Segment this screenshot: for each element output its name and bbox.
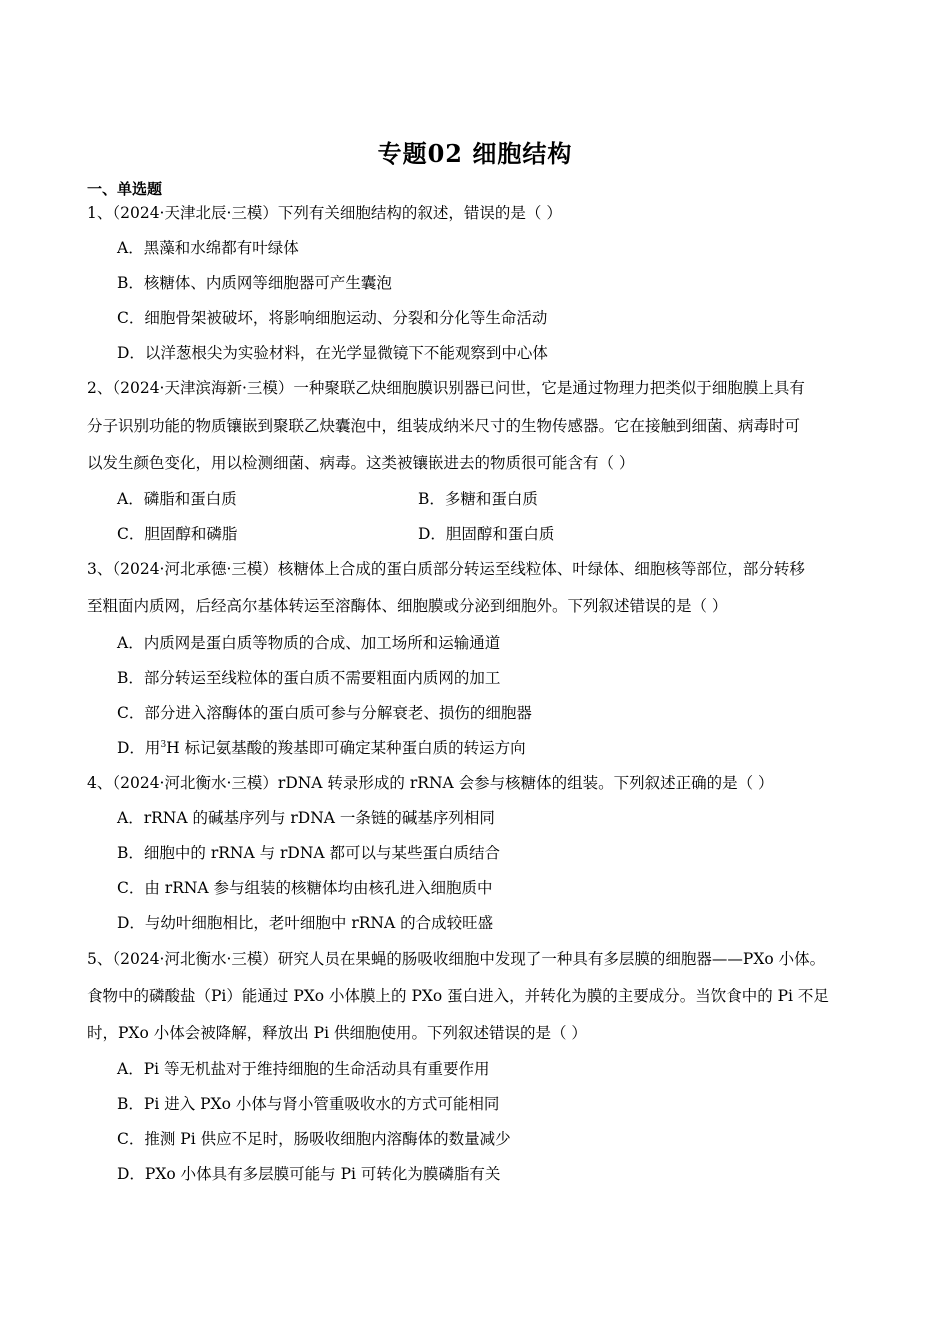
question-3-option-d [117,738,526,758]
question-1-stem: 1、（2024·天津北辰·三模）下列有关细胞结构的叙述，错误的是（ ） [87,204,562,222]
page-title: 专题02 细胞结构 [377,139,573,168]
question-2-option-d: D．胆固醇和蛋白质 [418,525,555,543]
question-4-stem: 4、（2024·河北衡水·三模）rDNA 转录形成的 rRNA 会参与核糖体的组装。下列叙述正确的是（ ） [87,774,774,792]
question-2-stem-line-2: 分子识别功能的物质镶嵌到聚联乙炔囊泡中，组装成纳米尺寸的生物传感器。它在接触到细菌、病毒时可 [87,417,801,435]
question-2-option-b: B．多糖和蛋白质 [418,490,538,508]
question-2-option-a: A．磷脂和蛋白质 [117,490,237,508]
question-1-option-c: C．细胞骨架被破坏，将影响细胞运动、分裂和分化等生命活动 [117,309,548,327]
isotope-superscript: 3 [160,739,167,750]
option-d-text: H 标记氨基酸的羧基即可确定某种蛋白质的转运方向 [166,739,526,757]
question-5-stem-line-1: 5、（2024·河北衡水·三模）研究人员在果蝇的肠吸收细胞中发现了一种具有多层膜的细胞器——PXo 小体。 [87,950,826,968]
question-5-option-c: C．推测 Pi 供应不足时，肠吸收细胞内溶酶体的数量减少 [117,1130,511,1148]
question-5-stem-line-2: 食物中的磷酸盐（Pi）能通过 PXo 小体膜上的 PXo 蛋白进入，并转化为膜的主要成分。当饮食中的 Pi 不足 [87,987,829,1005]
question-3-option-a: A．内质网是蛋白质等物质的合成、加工场所和运输通道 [117,634,501,652]
question-3-stem-line-2: 至粗面内质网，后经高尔基体转运至溶酶体、细胞膜或分泌到细胞外。下列叙述错误的是（ ） [87,597,728,615]
question-5-option-b: B．Pi 进入 PXo 小体与肾小管重吸收水的方式可能相同 [117,1095,500,1113]
question-4-option-c: C．由 rRNA 参与组装的核糖体均由核孔进入细胞质中 [117,879,493,897]
question-3-stem-line-1: 3、（2024·河北承德·三模）核糖体上合成的蛋白质部分转运至线粒体、叶绿体、细胞核等部位，部分转移 [87,560,805,578]
question-2-stem-line-3: 以发生颜色变化，用以检测细菌、病毒。这类被镶嵌进去的物质很可能含有（ ） [87,454,635,472]
question-5-option-a: A．Pi 等无机盐对于维持细胞的生命活动具有重要作用 [117,1060,490,1078]
question-2-stem-line-1: 2、（2024·天津滨海新·三模）一种聚联乙炔细胞膜识别器已问世，它是通过物理力把类似于细胞膜上具有 [87,379,805,397]
question-3-option-c: C．部分进入溶酶体的蛋白质可参与分解衰老、损伤的细胞器 [117,704,532,722]
question-4-option-b: B．细胞中的 rRNA 与 rDNA 都可以与某些蛋白质结合 [117,844,501,862]
option-d-prefix: D．用 [117,739,161,757]
question-5-option-d: D．PXo 小体具有多层膜可能与 Pi 可转化为膜磷脂有关 [117,1165,501,1183]
question-4-option-a: A．rRNA 的碱基序列与 rDNA 一条链的碱基序列相同 [117,809,495,827]
question-3-option-b: B．部分转运至线粒体的蛋白质不需要粗面内质网的加工 [117,669,501,687]
question-2-option-c: C．胆固醇和磷脂 [117,525,238,543]
question-1-option-a: A．黑藻和水绵都有叶绿体 [117,239,299,257]
question-4-option-d: D．与幼叶细胞相比，老叶细胞中 rRNA 的合成较旺盛 [117,914,494,932]
question-1-option-b: B．核糖体、内质网等细胞器可产生囊泡 [117,274,392,292]
question-1-option-d: D．以洋葱根尖为实验材料，在光学显微镜下不能观察到中心体 [117,344,548,362]
question-5-stem-line-3: 时，PXo 小体会被降解，释放出 Pi 供细胞使用。下列叙述错误的是（ ） [87,1024,587,1042]
section-heading: 一、单选题 [87,180,163,198]
